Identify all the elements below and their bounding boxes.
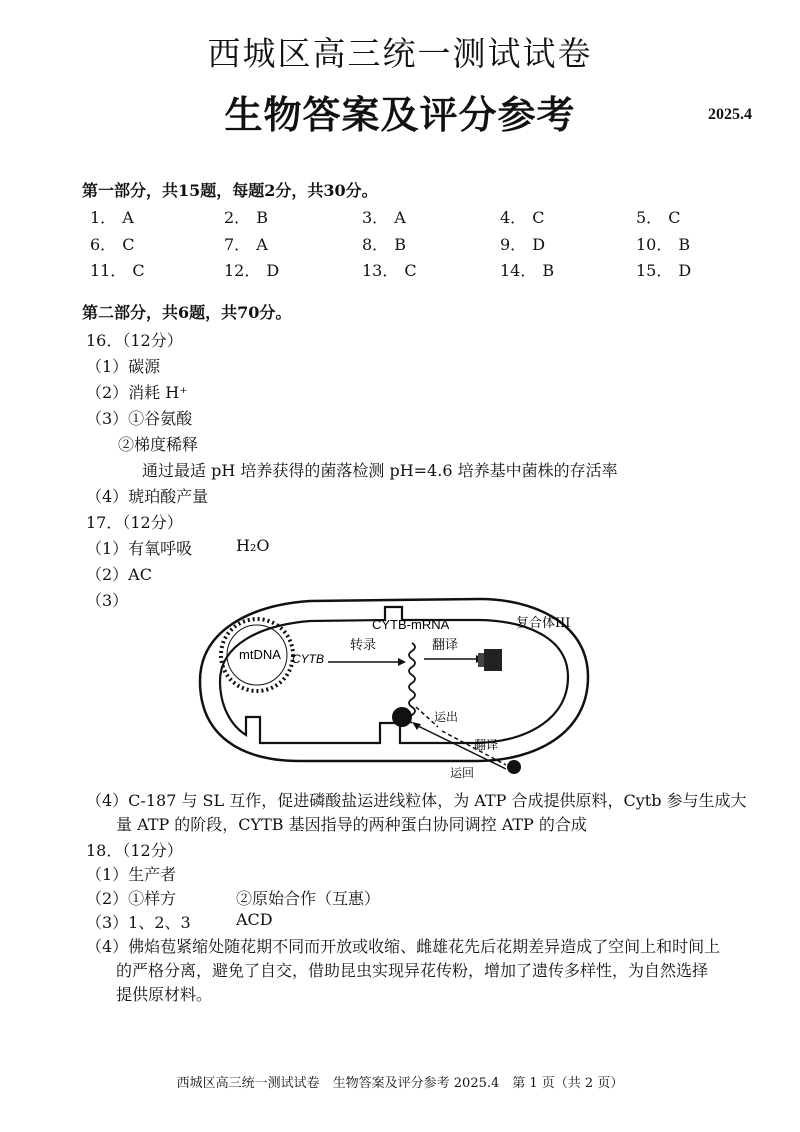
answer-number: 10． xyxy=(636,235,673,254)
answer-number: 1． xyxy=(90,208,117,227)
q16-answer-3b: ②梯度稀释 xyxy=(118,435,199,454)
complex-iii-label: 复合体III xyxy=(516,616,571,631)
answer-number: 14． xyxy=(500,261,537,280)
q18-answer-4b: 的严格分离，避免了自交，借助昆虫实现异花传粉，增加了遗传多样性，为自然选择 xyxy=(116,961,709,980)
q16-answer-2: （2）消耗 H⁺ xyxy=(86,383,188,402)
answer-number: 15． xyxy=(636,261,673,280)
q17-answer-2: （2）AC xyxy=(86,565,152,584)
cytosolic-protein xyxy=(507,760,521,774)
transcribe-label: 转录 xyxy=(350,638,377,653)
answer-item xyxy=(362,232,406,255)
q17-answer-1b: H₂O xyxy=(236,536,270,555)
answer-choice: C xyxy=(132,261,145,280)
answer-item xyxy=(636,205,680,228)
answer-item xyxy=(224,258,279,281)
q17-answer-4a: （4）C-187 与 SL 互作，促进磷酸盐运进线粒体，为 ATP 合成提供原料，Cytb 参与生成大 xyxy=(86,791,747,810)
answer-choice: B xyxy=(542,261,555,280)
answer-item xyxy=(636,232,690,255)
answer-item xyxy=(500,258,554,281)
answer-number: 11． xyxy=(90,261,127,280)
q18-title: 18．（12分） xyxy=(86,841,183,860)
mtdna-label: mtDNA xyxy=(239,647,281,662)
q17-answer-4b: 量 ATP 的阶段，CYTB 基因指导的两种蛋白协同调控 ATP 的合成 xyxy=(116,815,587,834)
q16-title: 16．（12分） xyxy=(86,331,183,350)
q18-answer-2a: （2）①样方 xyxy=(86,889,177,908)
answer-number: 8． xyxy=(362,235,389,254)
q16-answer-1: （1）碳源 xyxy=(86,357,161,376)
answer-item xyxy=(90,232,134,255)
answer-choice: A xyxy=(256,235,268,254)
q17-answer-3: （3） xyxy=(86,591,129,610)
q18-answer-1: （1）生产者 xyxy=(86,865,177,884)
answer-choice: C xyxy=(532,208,545,227)
q17-answer-1: （1）有氧呼吸 xyxy=(86,539,193,558)
transcription-arrowhead xyxy=(398,658,406,666)
complex-iii-block xyxy=(484,649,502,671)
answer-number: 12． xyxy=(224,261,261,280)
answer-item xyxy=(362,205,406,228)
answer-number: 4． xyxy=(500,208,527,227)
import-label: 运回 xyxy=(450,766,475,780)
page-subtitle: 生物答案及评分参考 xyxy=(224,92,576,137)
answer-number: 13． xyxy=(362,261,399,280)
answer-number: 2． xyxy=(224,208,251,227)
translate-label-1: 翻译 xyxy=(432,638,459,653)
q16-answer-4: （4）琥珀酸产量 xyxy=(86,487,209,506)
import-arrowhead xyxy=(412,722,421,730)
answer-number: 7． xyxy=(224,235,251,254)
q18-answer-3a: （3）1、2、3 xyxy=(86,913,191,932)
part1-heading: 第一部分，共15题，每题2分，共30分。 xyxy=(82,181,378,200)
answer-item xyxy=(636,258,691,281)
cytb-gene-label: CYTB xyxy=(292,652,325,666)
answer-number: 5． xyxy=(636,208,663,227)
answer-item xyxy=(362,258,417,281)
answer-choice: D xyxy=(678,261,692,280)
answer-choice: D xyxy=(266,261,280,280)
exam-date: 2025.4 xyxy=(708,106,752,123)
membrane-protein xyxy=(392,707,412,727)
answer-number: 3． xyxy=(362,208,389,227)
answer-number: 6． xyxy=(90,235,117,254)
answer-choice: C xyxy=(404,261,417,280)
q18-answer-4c: 提供原材料。 xyxy=(116,985,213,1004)
q16-answer-3c: 通过最适 pH 培养获得的菌落检测 pH=4.6 培养基中菌株的存活率 xyxy=(142,461,618,480)
mrna-label: CYTB-mRNA xyxy=(372,617,450,632)
part2-heading: 第二部分，共6题，共70分。 xyxy=(82,303,292,322)
answer-choice: C xyxy=(668,208,681,227)
answer-item xyxy=(90,258,145,281)
answer-item xyxy=(224,232,268,255)
answer-choice: C xyxy=(122,235,135,254)
q18-answer-3b: ACD xyxy=(236,910,273,929)
answer-choice: A xyxy=(394,208,406,227)
answer-item xyxy=(90,205,134,228)
page-footer: 西城区高三统一测试试卷 生物答案及评分参考 2025.4 第 1 页（共 2 页） xyxy=(176,1076,624,1091)
answer-item xyxy=(224,205,268,228)
q18-answer-2b: ②原始合作（互惠） xyxy=(236,889,381,908)
answer-choice: D xyxy=(532,235,546,254)
page-title: 西城区高三统一测试试卷 xyxy=(207,34,593,73)
answer-item xyxy=(500,205,544,228)
answer-choice: B xyxy=(394,235,406,254)
answer-item xyxy=(500,232,545,255)
complex-iii-side xyxy=(478,653,484,667)
answer-choice: B xyxy=(256,208,268,227)
export-label: 运出 xyxy=(434,710,459,724)
answer-number: 9． xyxy=(500,235,527,254)
translate-label-2: 翻译 xyxy=(474,738,499,752)
answer-choice: B xyxy=(678,235,691,254)
q17-title: 17．（12分） xyxy=(86,513,183,532)
mitochondria-diagram xyxy=(180,585,600,780)
answer-choice: A xyxy=(122,208,134,227)
q16-answer-3: （3）①谷氨酸 xyxy=(86,409,193,428)
q18-answer-4a: （4）佛焰苞紧缩处随花期不同而开放或收缩、雌雄花先后花期差异造成了空间上和时间上 xyxy=(86,937,721,956)
